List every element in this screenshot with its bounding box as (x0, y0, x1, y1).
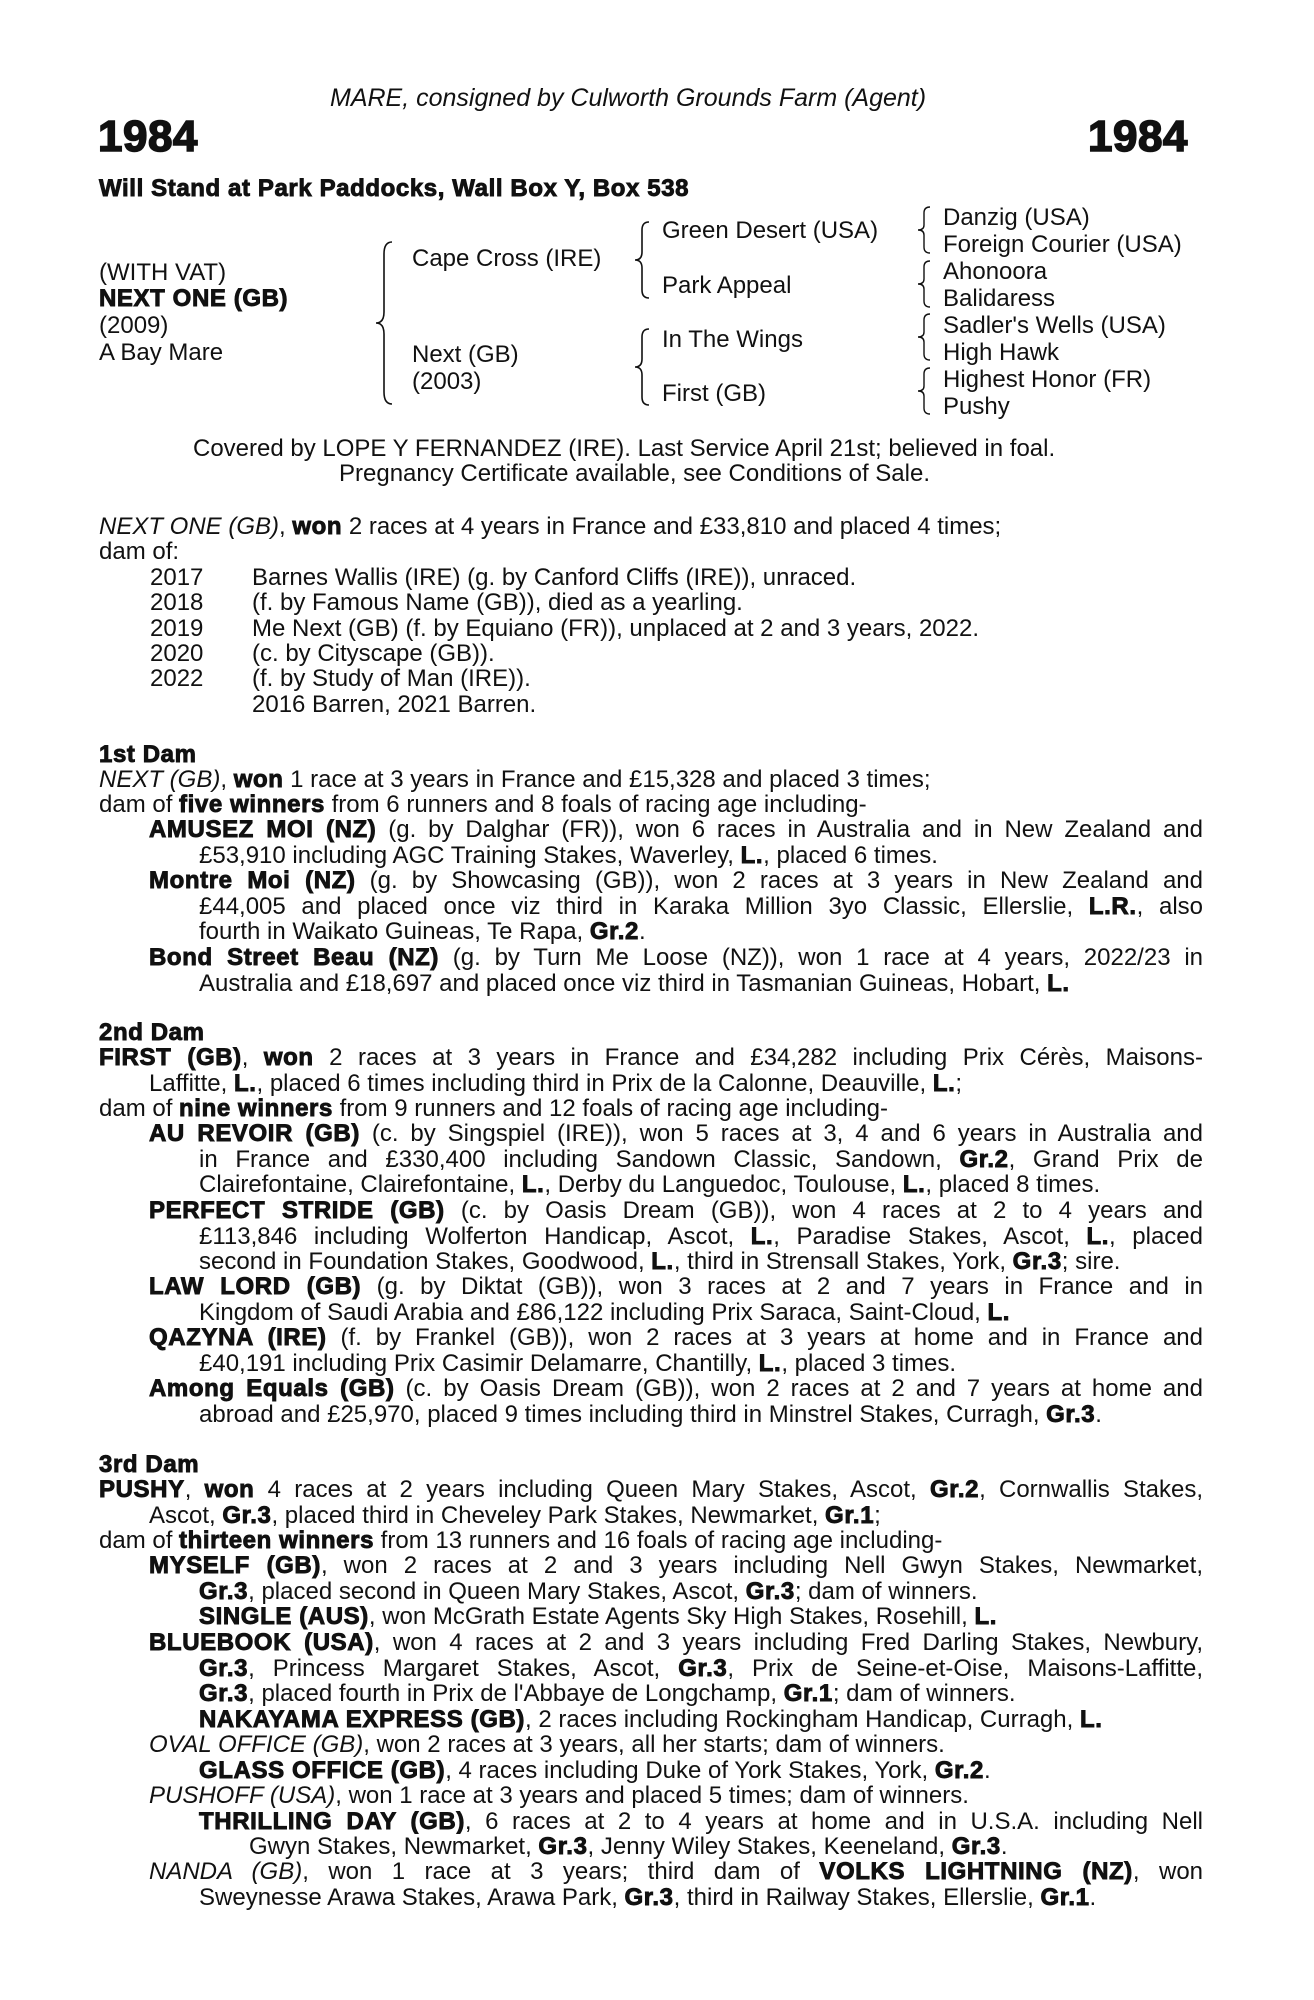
line (149, 1732, 1203, 1758)
dam2-record (99, 1045, 1203, 1122)
dam2-name: FIRST (GB) (99, 1045, 242, 1071)
text: second in Foundation Stakes, Goodwood, (199, 1248, 652, 1275)
text: ; dam of winners. (794, 1577, 978, 1605)
text: , won (1132, 1859, 1203, 1885)
race-grade: Gr.3 (678, 1655, 728, 1681)
pedigree-gs2: In The Wings (662, 326, 803, 353)
text: , won 1 race at 3 years and placed 5 times; dam of winners. (335, 1782, 969, 1809)
pedigree-brace-gg1a (916, 205, 932, 255)
dam3-entry-3 (149, 1732, 1203, 1783)
text: , Paradise Stakes, Ascot, (773, 1223, 1087, 1249)
progeny-name: THRILLING DAY (GB) (199, 1808, 465, 1834)
text: , Jenny Wiley Stakes, Keeneland, (587, 1833, 952, 1860)
progeny-name: PUSHOFF (USA) (149, 1782, 336, 1809)
text: ; (874, 1501, 881, 1529)
progeny-name: Montre Moi (NZ) (149, 868, 356, 894)
dam1-entry-2 (149, 868, 1203, 945)
text: , Princess Margaret Stakes, Ascot, (248, 1655, 679, 1681)
dam2-entry-2 (149, 1198, 1203, 1275)
text: . (1089, 1883, 1097, 1911)
pedigree-ggd1a: Foreign Courier (USA) (943, 231, 1182, 258)
line (149, 1376, 1203, 1402)
line (149, 1274, 1203, 1300)
text: , Prix de Seine-et-Oise, Maisons-Laffitte, (727, 1655, 1203, 1681)
pedigree-ggd1b: Balidaress (943, 285, 1056, 312)
text: (g. by Diktat (GB)), won 3 races at 2 and 7 years in France and in (361, 1274, 1203, 1300)
line (149, 1553, 1203, 1579)
won-label: won (204, 1477, 255, 1503)
text: , placed third in Cheveley Park Stakes, Newmarket, (271, 1501, 826, 1529)
location-line: Will Stand at Park Paddocks, Wall Box Y, Box 538 (99, 175, 690, 202)
race-grade: Gr.3 (745, 1577, 795, 1605)
race-grade: Gr.3 (624, 1883, 674, 1911)
winners-count: nine winners (179, 1095, 333, 1122)
line (149, 817, 1203, 843)
race-grade: Gr.3 (1012, 1248, 1062, 1275)
race-grade: L. (1047, 969, 1070, 997)
pedigree-brace-gg1b (916, 259, 932, 309)
horse-year: (2009) (99, 312, 169, 339)
race-grade: Gr.3 (199, 1655, 249, 1681)
text: (c. by Oasis Dream (GB)), won 2 races at 2 and 7 years at home and (394, 1376, 1203, 1402)
text: dam of (99, 791, 180, 818)
progeny-name: OVAL OFFICE (GB) (149, 1731, 364, 1758)
produce-text-2020: (c. by Cityscape (GB)). (252, 640, 495, 667)
pedigree-brace-main (372, 240, 396, 406)
produce-horse-name: NEXT ONE (GB) (99, 513, 280, 540)
pedigree-brace-gg2b (916, 366, 932, 416)
text: (f. by Frankel (GB)), won 2 races at 3 years at home and in France and (326, 1325, 1203, 1351)
line (149, 1121, 1203, 1147)
pedigree-ggd2b: Pushy (943, 393, 1010, 420)
line (149, 1707, 1203, 1733)
race-grade: Gr.3 (222, 1501, 272, 1529)
race-grade: L. (651, 1248, 674, 1275)
text: ; dam of winners. (832, 1680, 1016, 1707)
text: , also (1136, 893, 1203, 919)
race-grade: L. (740, 841, 764, 869)
pedigree-brace-sire (632, 220, 652, 300)
text: . (639, 918, 646, 945)
text: 2 races at 3 years in France and £34,282 including Prix Cérès, Maisons- (313, 1045, 1203, 1071)
progeny-name: NAKAYAMA EXPRESS (GB) (199, 1705, 525, 1733)
dam1-heading: 1st Dam (99, 741, 197, 768)
line (149, 868, 1203, 894)
dam3-entry-4 (149, 1783, 1203, 1860)
pedigree-ggs1a: Danzig (USA) (943, 204, 1090, 231)
dam3-name: PUSHY (99, 1477, 185, 1503)
race-grade: Gr.2 (589, 918, 639, 945)
text: . (1095, 1400, 1102, 1428)
line (149, 945, 1203, 971)
race-grade: L. (902, 1171, 926, 1198)
covered-line-1: Covered by LOPE Y FERNANDEZ (IRE). Last Service April 21st; believed in foal. (193, 435, 1056, 462)
winners-count: thirteen winners (179, 1527, 375, 1554)
progeny-name: MYSELF (GB) (149, 1553, 321, 1579)
text: , placed second in Queen Mary Stakes, Ascot, (248, 1577, 746, 1605)
progeny-name: VOLKS LIGHTNING (NZ) (819, 1859, 1133, 1885)
text: , third in Railway Stakes, Ellerslie, (673, 1883, 1041, 1911)
race-grade: L. (987, 1298, 1011, 1326)
produce-intro: NEXT ONE (GB), won 2 races at 4 years in France and £33,810 and placed 4 times; (99, 513, 1002, 540)
text: (c. by Oasis Dream (GB)), won 4 races at 2 to 4 years and (444, 1198, 1203, 1224)
race-grade: L. (1079, 1705, 1103, 1733)
dam3-entry-2 (149, 1630, 1203, 1732)
produce-year-2018: 2018 (150, 589, 204, 616)
text: , 6 races at 2 to 4 years at home and in U.S.A. including Nell (464, 1808, 1203, 1834)
race-grade: L. (521, 1171, 545, 1198)
text: . (1000, 1833, 1008, 1860)
text: . (983, 1756, 991, 1784)
consignor-line: MARE, consigned by Culworth Grounds Farm (Agent) (330, 84, 927, 112)
text: , Grand Prix de (1008, 1146, 1203, 1172)
race-grade: Gr.2 (929, 1477, 980, 1503)
text: Australia and £18,697 and placed once viz third in Tasmanian Guineas, Hobart, (199, 969, 1048, 997)
horse-description: A Bay Mare (99, 339, 224, 366)
vat-note: (WITH VAT) (99, 259, 227, 286)
text: , placed 8 times. (925, 1171, 1101, 1198)
dam2-entry-1 (149, 1121, 1203, 1198)
race-grade: L. (932, 1069, 956, 1097)
text: , placed 6 times. (763, 841, 938, 869)
progeny-name: BLUEBOOK (USA) (149, 1630, 374, 1656)
line (99, 1528, 1203, 1554)
text: £40,191 including Prix Casimir Delamarre, Chantilly, (199, 1349, 759, 1377)
text: (c. by Singspiel (IRE)), won 5 races at 3, 4 and 6 years in Australia and (359, 1121, 1203, 1147)
won-label: won (233, 766, 284, 793)
race-grade: L. (233, 1069, 257, 1097)
race-grade: Gr.2 (959, 1146, 1009, 1172)
won-label: won (263, 1045, 314, 1071)
pedigree-ggs2a: Sadler's Wells (USA) (943, 312, 1166, 339)
text: in France and £330,400 including Sandown Classic, Sandown, (199, 1146, 960, 1172)
progeny-name: LAW LORD (GB) (149, 1274, 362, 1300)
race-grade: Gr.3 (199, 1680, 249, 1707)
line (149, 1351, 1203, 1377)
line (149, 1809, 1203, 1835)
progeny-name: AMUSEZ MOI (NZ) (149, 817, 377, 843)
text: , won 2 races at 2 and 3 years including Nell Gwyn Stakes, Newmarket, (320, 1553, 1203, 1579)
text: , won 1 race at 3 years; third dam of (302, 1859, 820, 1885)
pedigree-ggd2a: High Hawk (943, 339, 1060, 366)
line (149, 1249, 1203, 1275)
progeny-name: NANDA (GB) (149, 1859, 303, 1885)
pedigree-brace-gg2a (916, 312, 932, 362)
progeny-name: SINGLE (AUS) (199, 1603, 369, 1630)
dam1-entry-1 (149, 817, 1203, 868)
line (149, 1681, 1203, 1707)
pedigree-dam-year: (2003) (412, 368, 482, 395)
text: , placed fourth in Prix de l'Abbaye de Longchamp, (248, 1680, 784, 1707)
produce-year-2019: 2019 (150, 615, 204, 642)
race-grade: L. (758, 1349, 782, 1377)
dam1-line-2 (99, 792, 867, 818)
race-grade: Gr.2 (934, 1756, 984, 1784)
line (149, 1630, 1203, 1656)
text: from 13 runners and 16 foals of racing age including- (374, 1527, 943, 1554)
line (149, 919, 1203, 945)
text: fourth in Waikato Guineas, Te Rapa, (199, 918, 590, 945)
horse-name: NEXT ONE (GB) (99, 285, 289, 312)
progeny-name: AU REVOIR (GB) (149, 1121, 360, 1147)
pedigree-sire: Cape Cross (IRE) (412, 245, 602, 272)
dam3-entry-1 (149, 1553, 1203, 1630)
progeny-name: Among Equals (GB) (149, 1376, 395, 1402)
pedigree-dam: Next (GB) (412, 341, 519, 368)
text: Laffitte, (149, 1069, 234, 1097)
line (149, 1224, 1203, 1250)
text: , won 4 races at 2 and 3 years including Fred Darling Stakes, Newbury, (373, 1630, 1203, 1656)
line (149, 843, 1203, 869)
produce-text-2022: (f. by Study of Man (IRE)). (252, 665, 531, 692)
produce-year-2017: 2017 (150, 564, 204, 591)
line (149, 1783, 1203, 1809)
line (149, 1147, 1203, 1173)
dam3-record (99, 1477, 1203, 1554)
line (149, 971, 1203, 997)
text: 4 races at 2 years including Queen Mary Stakes, Ascot, (254, 1477, 930, 1503)
line (149, 1859, 1203, 1885)
line (99, 1096, 1203, 1122)
text: , placed (1109, 1223, 1203, 1249)
text: ; (955, 1069, 963, 1097)
dam3-entry-5 (149, 1859, 1203, 1910)
race-grade: Gr.1 (783, 1680, 833, 1707)
progeny-name: PERFECT STRIDE (GB) (149, 1198, 445, 1224)
text: , third in Strensall Stakes, York, (673, 1248, 1013, 1275)
text: dam of (99, 1527, 180, 1554)
line (149, 1885, 1203, 1911)
text: Gwyn Stakes, Newmarket, (249, 1833, 539, 1860)
produce-year-2020: 2020 (150, 640, 204, 667)
text: abroad and £25,970, placed 9 times including third in Minstrel Stakes, Curragh, (199, 1400, 1047, 1428)
text: (g. by Dalghar (FR)), won 6 races in Australia and in New Zealand and (376, 817, 1203, 843)
dam1-record: 1 race at 3 years in France and £15,328 and placed 3 times; (283, 766, 931, 793)
line (149, 1834, 1203, 1860)
race-grade: Gr.1 (1040, 1883, 1090, 1911)
pedigree-gd2: First (GB) (662, 380, 766, 407)
lot-number-left: 1984 (98, 112, 198, 161)
pedigree-gd1: Park Appeal (662, 272, 792, 299)
line (149, 1300, 1203, 1326)
line (149, 1579, 1203, 1605)
dam2-heading: 2nd Dam (99, 1019, 205, 1046)
dam1-name: NEXT (GB) (99, 766, 221, 793)
produce-intro-text: 2 races at 4 years in France and £33,810 and placed 4 times; (342, 513, 1002, 540)
produce-dam-of: dam of: (99, 538, 180, 565)
race-grade: L.R. (1088, 893, 1137, 919)
race-grade: Gr.3 (538, 1833, 588, 1860)
produce-year-2022: 2022 (150, 665, 204, 692)
text: ; sire. (1061, 1248, 1121, 1275)
text: , won 2 races at 3 years, all her starts; dam of winners. (363, 1731, 945, 1758)
lot-number-right: 1984 (1088, 112, 1188, 161)
race-grade: Gr.3 (199, 1577, 249, 1605)
won-label: won (292, 513, 343, 540)
produce-text-2019: Me Next (GB) (f. by Equiano (FR)), unplaced at 2 and 3 years, 2022. (252, 615, 980, 642)
progeny-name: QAZYNA (IRE) (149, 1325, 327, 1351)
dam1-entry-3 (149, 945, 1203, 996)
winners-count: five winners (179, 791, 325, 818)
dam1-line-1: NEXT (GB), won 1 race at 3 years in France and £15,328 and placed 3 times; (99, 766, 931, 793)
text: , placed 6 times including third in Prix de la Calonne, Deauville, (256, 1069, 933, 1097)
text: £53,910 including AGC Training Stakes, Waverley, (199, 841, 741, 869)
line (149, 1656, 1203, 1682)
text: , 2 races including Rockingham Handicap, Curragh, (525, 1705, 1080, 1733)
text: £44,005 and placed once viz third in Karaka Million 3yo Classic, Ellerslie, (199, 893, 1089, 919)
line (149, 1758, 1203, 1784)
pedigree-gs1: Green Desert (USA) (662, 217, 879, 244)
text: , placed 3 times. (781, 1349, 957, 1377)
covered-line-2: Pregnancy Certificate available, see Conditions of Sale. (339, 460, 930, 487)
dam2-entry-4 (149, 1325, 1203, 1376)
text: Ascot, (149, 1501, 223, 1529)
text: from 9 runners and 12 foals of racing age including- (332, 1095, 888, 1122)
line (149, 1198, 1203, 1224)
produce-text-2017: Barnes Wallis (IRE) (g. by Canford Cliffs (IRE)), unraced. (252, 564, 857, 591)
pedigree-ggs2b: Highest Honor (FR) (943, 366, 1152, 393)
dam3-heading: 3rd Dam (99, 1451, 200, 1478)
text: , Cornwallis Stakes, (979, 1477, 1203, 1503)
text: , 4 races including Duke of York Stakes, York, (445, 1756, 935, 1784)
line: FIRST (GB), won 2 races at 3 years in France and £34,282 including Prix Cérès, Maisons- (99, 1045, 1203, 1071)
text: Kingdom of Saudi Arabia and £86,122 including Prix Saraca, Saint-Cloud, (199, 1298, 988, 1326)
race-grade: Gr.3 (951, 1833, 1001, 1860)
pedigree-ggs1b: Ahonoora (943, 258, 1048, 285)
produce-barren: 2016 Barren, 2021 Barren. (252, 691, 537, 718)
line (149, 1604, 1203, 1630)
text: £113,846 including Wolferton Handicap, Ascot, (199, 1223, 751, 1249)
line (149, 894, 1203, 920)
line (149, 1325, 1203, 1351)
progeny-name: GLASS OFFICE (GB) (199, 1756, 446, 1784)
race-grade: L. (750, 1223, 774, 1249)
race-grade: Gr.3 (1046, 1400, 1096, 1428)
race-grade: L. (1086, 1223, 1109, 1249)
text: , won McGrath Estate Agents Sky High Stakes, Rosehill, (368, 1603, 975, 1630)
race-grade: Gr.1 (825, 1501, 875, 1529)
produce-text-2018: (f. by Famous Name (GB)), died as a yearling. (252, 589, 743, 616)
line (99, 1071, 1203, 1097)
pedigree-brace-dam (632, 327, 652, 407)
dam2-entry-5 (149, 1376, 1203, 1427)
line: PUSHY, won 4 races at 2 years including Queen Mary Stakes, Ascot, Gr.2, Cornwallis Stakes, (99, 1477, 1203, 1503)
text: Sweynesse Arawa Stakes, Arawa Park, (199, 1883, 625, 1911)
race-grade: L. (974, 1603, 998, 1630)
text: (g. by Showcasing (GB)), won 2 races at 3 years in New Zealand and (355, 868, 1203, 894)
progeny-name: Bond Street Beau (NZ) (149, 945, 439, 971)
line (99, 1503, 1203, 1529)
line (149, 1172, 1203, 1198)
text: (g. by Turn Me Loose (NZ)), won 1 race at 4 years, 2022/23 in (438, 945, 1203, 971)
text: dam of (99, 1095, 180, 1122)
line (149, 1402, 1203, 1428)
text: , Derby du Languedoc, Toulouse, (544, 1171, 903, 1198)
text: from 6 runners and 8 foals of racing age including- (324, 791, 867, 818)
dam2-entry-3 (149, 1274, 1203, 1325)
text: Clairefontaine, Clairefontaine, (199, 1171, 522, 1198)
